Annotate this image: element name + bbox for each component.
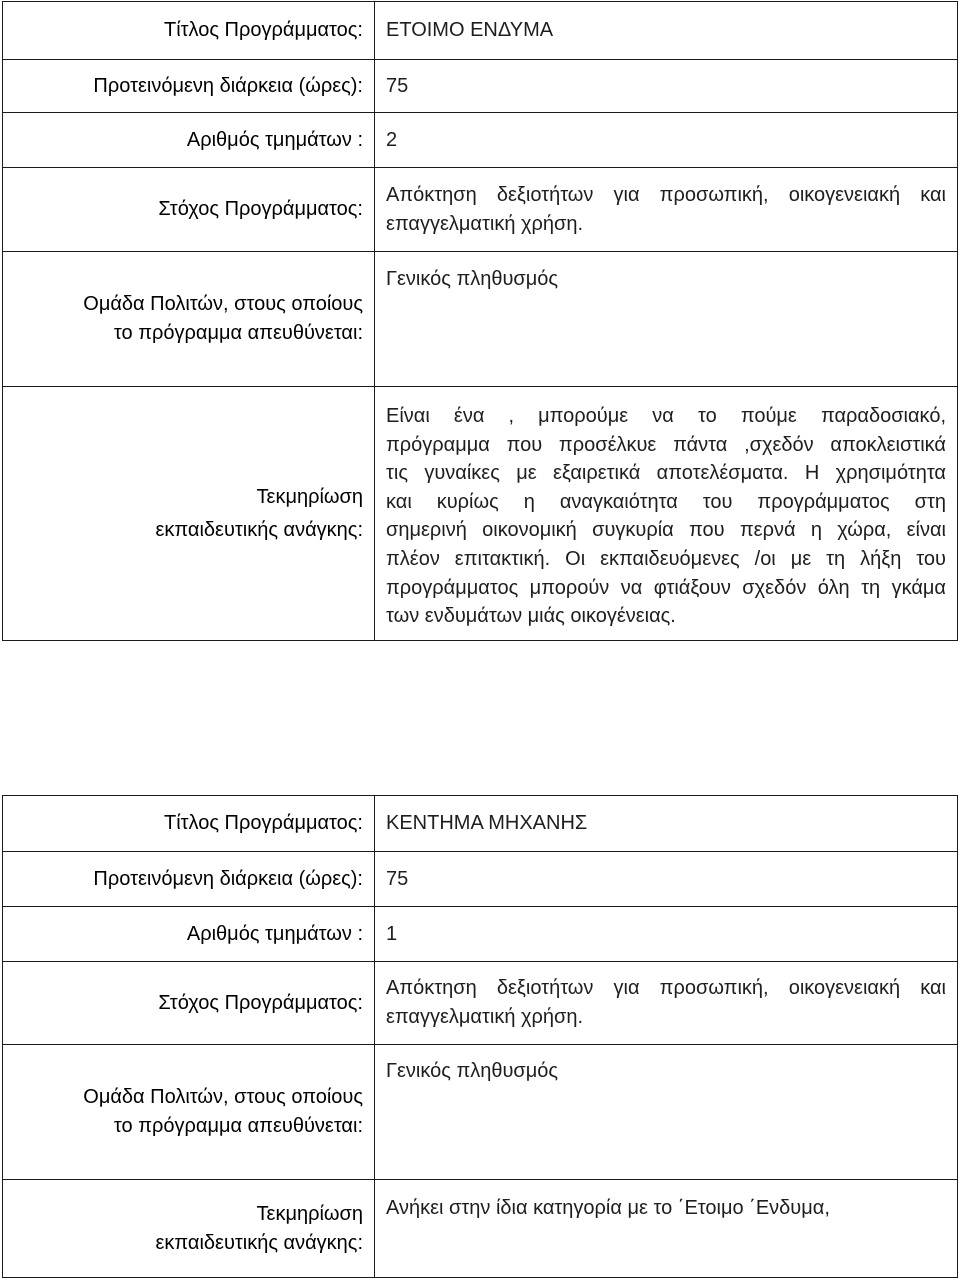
label-text: Τεκμηρίωση <box>256 1202 363 1225</box>
justification-text <box>375 1180 958 1278</box>
text-line: επαγγελματική χρήση. <box>386 212 584 235</box>
label-text: Προτεινόμενη διάρκεια (ώρες): <box>93 74 363 97</box>
text-line: Απόκτηση δεξιοτήτων για προσωπική, οικογενειακή και <box>386 977 946 999</box>
target-group-value <box>375 1045 958 1180</box>
text-line: Είναι ένα , μπορούμε να το πούμε παραδοσιακό, <box>386 405 946 427</box>
label-text: Τίτλος Προγράμματος: <box>163 812 363 834</box>
label-text: Τεκμηρίωση <box>256 485 363 508</box>
duration-label <box>3 60 375 113</box>
program-table <box>2 1 958 641</box>
goal-value <box>375 962 958 1045</box>
label-text: Αριθμός τμημάτων : <box>186 922 363 945</box>
label-text: Στόχος Προγράμματος: <box>158 991 363 1014</box>
goal-label <box>3 962 375 1045</box>
program-title-value <box>375 2 958 60</box>
label-text: Αριθμός τμημάτων : <box>186 128 363 151</box>
justification-label <box>3 387 375 641</box>
label-text: Ομάδα Πολιτών, στους οποίους <box>83 293 363 315</box>
text-line: πλέον επιτακτική. Οι εκπαιδευόμενες /οι με τη λήξη του <box>386 547 946 570</box>
text-line: προγράμματος μπορούν να φτιάξουν σχεδόν όλη τη γκάμα <box>386 576 946 599</box>
text-line: σημερινή οικονομική συγκυρία που περνά η χώρα, είναι <box>386 519 946 542</box>
justification-text <box>375 387 958 641</box>
text-line: επαγγελματική χρήση. <box>386 1006 584 1028</box>
text-line: και κυρίως η αναγκαιότητα του προγράμματος στη <box>386 490 946 513</box>
text-line: Ανήκει στην ίδια κατηγορία με το ΄Ετοιμο ΄Ενδυμα, <box>386 1197 830 1219</box>
label-text: εκπαιδευτικής ανάγκης: <box>155 518 363 541</box>
sections-count: 2 <box>386 128 398 151</box>
duration-value <box>375 852 958 907</box>
label-text: το πρόγραμμα απευθύνεται: <box>113 1115 363 1137</box>
justification-label <box>3 1180 375 1278</box>
program-title-label <box>3 796 375 852</box>
program-title: ΕΤΟΙΜΟ ΕΝΔΥΜΑ <box>386 19 554 41</box>
text-line: των ενδυμάτων μιάς οικογένειας. <box>386 605 676 628</box>
sections-count: 1 <box>386 922 398 945</box>
sections-value <box>375 113 958 168</box>
target-group-text: Γενικός πληθυσμός <box>386 1060 559 1082</box>
goal-label <box>3 168 375 252</box>
label-text: Τίτλος Προγράμματος: <box>163 19 363 41</box>
target-group-text: Γενικός πληθυσμός <box>386 268 559 290</box>
label-text: Ομάδα Πολιτών, στους οποίους <box>83 1086 363 1108</box>
label-text: Στόχος Προγράμματος: <box>158 198 363 220</box>
goal-value <box>375 168 958 252</box>
duration-label <box>3 852 375 907</box>
text-line: Απόκτηση δεξιοτήτων για προσωπική, οικογενειακή και <box>386 183 946 206</box>
target-group-label <box>3 1045 375 1180</box>
sections-value <box>375 907 958 962</box>
program-table <box>2 795 958 1278</box>
program-title-value <box>375 796 958 852</box>
target-group-value <box>375 252 958 387</box>
duration-hours: 75 <box>386 867 409 890</box>
program-title-label <box>3 2 375 60</box>
label-text: το πρόγραμμα απευθύνεται: <box>113 322 363 344</box>
label-text: εκπαιδευτικής ανάγκης: <box>155 1231 363 1254</box>
target-group-label <box>3 252 375 387</box>
duration-value <box>375 60 958 113</box>
label-text: Προτεινόμενη διάρκεια (ώρες): <box>93 867 363 890</box>
program-title: ΚΕΝΤΗΜΑ ΜΗΧΑΝΗΣ <box>386 812 588 834</box>
sections-label <box>3 907 375 962</box>
sections-label <box>3 113 375 168</box>
duration-hours: 75 <box>386 74 409 97</box>
text-line: πρόγραμμα που προσέλκυε πάντα ,σχεδόν αποκλειστικά <box>386 433 946 456</box>
text-line: τις γυναίκες με εξαιρετικά αποτελέσματα. Η χρησιμότητα <box>386 462 946 485</box>
